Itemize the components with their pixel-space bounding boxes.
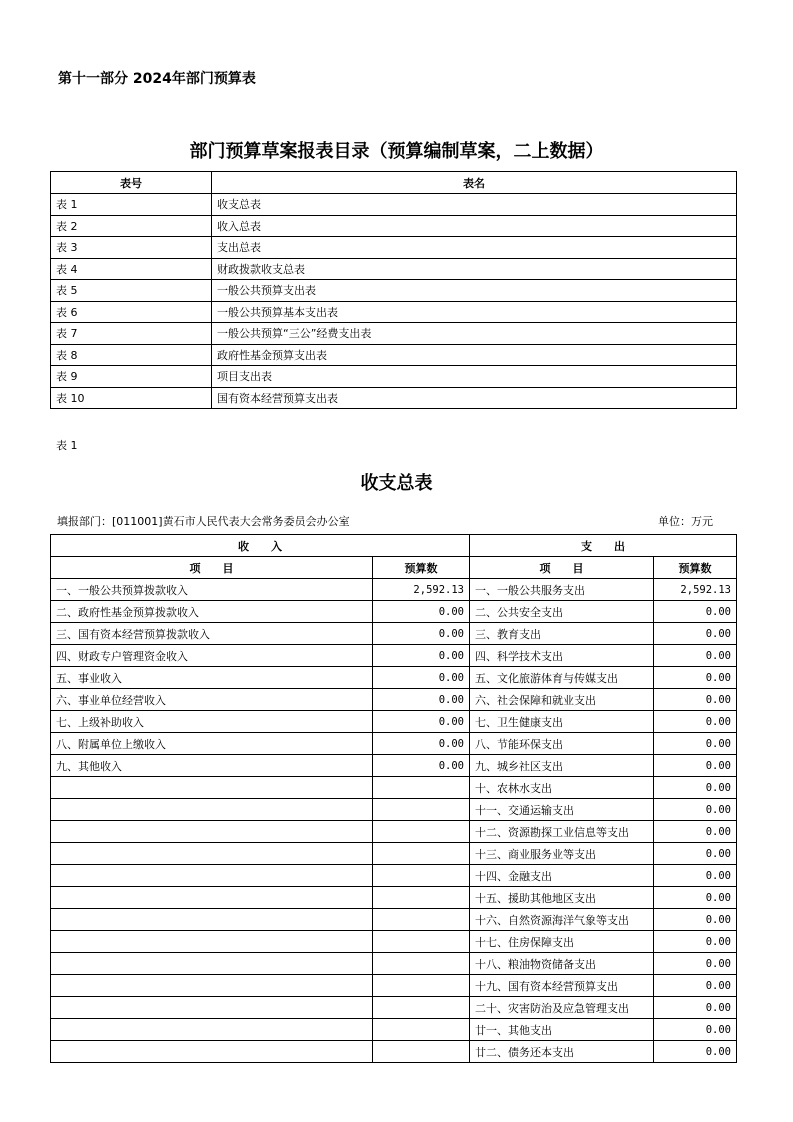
income-budget-cell — [373, 931, 470, 953]
expense-item-cell: 十五、援助其他地区支出 — [470, 887, 654, 909]
table-name-cell: 收支总表 — [212, 194, 737, 216]
income-item-cell: 八、附属单位上缴收入 — [51, 733, 373, 755]
income-item-cell: 七、上级补助收入 — [51, 711, 373, 733]
income-item-cell — [51, 799, 373, 821]
expense-budget-cell: 0.00 — [654, 975, 737, 997]
income-budget-cell — [373, 887, 470, 909]
expense-item-cell: 廿二、债务还本支出 — [470, 1041, 654, 1063]
expense-item-cell: 十四、金融支出 — [470, 865, 654, 887]
table-no-cell: 表 2 — [51, 215, 212, 237]
table-no-cell: 表 1 — [51, 194, 212, 216]
expense-budget-cell: 0.00 — [654, 909, 737, 931]
expense-budget-cell: 0.00 — [654, 799, 737, 821]
table-number: 表 1 — [56, 439, 78, 452]
expense-budget-cell: 0.00 — [654, 689, 737, 711]
table-row — [51, 645, 737, 667]
expense-item-cell: 九、城乡社区支出 — [470, 755, 654, 777]
table-row — [51, 931, 737, 953]
income-item-header: 项 目 — [51, 557, 373, 579]
income-budget-cell: 0.00 — [373, 623, 470, 645]
table-row — [51, 579, 737, 601]
income-budget-header: 预算数 — [373, 557, 470, 579]
table-row — [51, 755, 737, 777]
expense-item-cell: 十八、粮油物资储备支出 — [470, 953, 654, 975]
income-item-cell — [51, 865, 373, 887]
expense-budget-cell: 0.00 — [654, 755, 737, 777]
income-budget-cell — [373, 1041, 470, 1063]
directory-table — [50, 171, 737, 409]
table-row — [51, 194, 737, 216]
table-row — [51, 865, 737, 887]
expense-budget-cell: 0.00 — [654, 667, 737, 689]
table-row — [51, 344, 737, 366]
income-item-cell — [51, 821, 373, 843]
table-row — [51, 667, 737, 689]
table-row — [51, 623, 737, 645]
income-item-cell: 二、政府性基金预算拨款收入 — [51, 601, 373, 623]
income-budget-cell — [373, 865, 470, 887]
header-table-no: 表号 — [51, 172, 212, 194]
income-item-cell: 九、其他收入 — [51, 755, 373, 777]
table-row — [51, 953, 737, 975]
income-item-cell: 一、一般公共预算拨款收入 — [51, 579, 373, 601]
expense-header: 支 出 — [470, 535, 737, 557]
table-row — [51, 237, 737, 259]
income-budget-cell — [373, 953, 470, 975]
income-item-cell — [51, 909, 373, 931]
expense-budget-cell: 0.00 — [654, 711, 737, 733]
income-item-cell: 三、国有资本经营预算拨款收入 — [51, 623, 373, 645]
expense-item-cell: 五、文化旅游体育与传媒支出 — [470, 667, 654, 689]
income-item-cell: 六、事业单位经营收入 — [51, 689, 373, 711]
table-row — [51, 711, 737, 733]
income-budget-cell — [373, 997, 470, 1019]
table-no-cell: 表 7 — [51, 323, 212, 345]
income-header: 收 入 — [51, 535, 470, 557]
table-row — [51, 689, 737, 711]
expense-item-cell: 十九、国有资本经营预算支出 — [470, 975, 654, 997]
table-name-cell: 收入总表 — [212, 215, 737, 237]
income-item-cell — [51, 777, 373, 799]
income-item-cell — [51, 843, 373, 865]
expense-item-cell: 十六、自然资源海洋气象等支出 — [470, 909, 654, 931]
expense-item-cell: 廿一、其他支出 — [470, 1019, 654, 1041]
header-table-name: 表名 — [212, 172, 737, 194]
table-row — [51, 821, 737, 843]
expense-item-cell: 二十、灾害防治及应急管理支出 — [470, 997, 654, 1019]
table-row — [51, 301, 737, 323]
income-budget-cell: 0.00 — [373, 601, 470, 623]
income-budget-cell: 0.00 — [373, 689, 470, 711]
table-row — [51, 843, 737, 865]
income-item-cell: 五、事业收入 — [51, 667, 373, 689]
expense-item-cell: 十、农林水支出 — [470, 777, 654, 799]
income-budget-cell — [373, 777, 470, 799]
summary-group-header-row — [51, 535, 737, 557]
table-row — [51, 909, 737, 931]
expense-item-cell: 八、节能环保支出 — [470, 733, 654, 755]
expense-budget-cell: 0.00 — [654, 777, 737, 799]
income-budget-cell: 0.00 — [373, 755, 470, 777]
table-no-cell: 表 9 — [51, 366, 212, 388]
table-row — [51, 1019, 737, 1041]
income-budget-cell: 0.00 — [373, 733, 470, 755]
income-budget-cell — [373, 843, 470, 865]
expense-budget-cell: 0.00 — [654, 887, 737, 909]
expense-budget-cell: 0.00 — [654, 601, 737, 623]
income-budget-cell — [373, 821, 470, 843]
summary-title: 收支总表 — [360, 473, 433, 494]
income-budget-cell — [373, 975, 470, 997]
expense-item-cell: 十七、住房保障支出 — [470, 931, 654, 953]
part-title: 第十一部分 2024年部门预算表 — [58, 71, 256, 87]
income-budget-cell: 0.00 — [373, 711, 470, 733]
table-row — [51, 887, 737, 909]
directory-title: 部门预算草案报表目录（预算编制草案，二上数据） — [189, 141, 604, 162]
expense-item-cell: 二、公共安全支出 — [470, 601, 654, 623]
table-name-cell: 项目支出表 — [212, 366, 737, 388]
income-budget-cell — [373, 799, 470, 821]
expense-budget-cell: 0.00 — [654, 997, 737, 1019]
expense-item-header: 项 目 — [470, 557, 654, 579]
table-no-cell: 表 3 — [51, 237, 212, 259]
table-row — [51, 387, 737, 409]
income-item-cell — [51, 1041, 373, 1063]
expense-budget-cell: 0.00 — [654, 953, 737, 975]
table-row — [51, 733, 737, 755]
table-name-cell: 一般公共预算基本支出表 — [212, 301, 737, 323]
expense-budget-cell: 0.00 — [654, 1019, 737, 1041]
income-item-cell — [51, 1019, 373, 1041]
expense-budget-cell: 2,592.13 — [654, 579, 737, 601]
expense-item-cell: 十二、资源勘探工业信息等支出 — [470, 821, 654, 843]
table-no-cell: 表 8 — [51, 344, 212, 366]
income-item-cell — [51, 887, 373, 909]
table-row — [51, 1041, 737, 1063]
expense-item-cell: 六、社会保障和就业支出 — [470, 689, 654, 711]
table-row — [51, 280, 737, 302]
income-item-cell — [51, 931, 373, 953]
table-name-cell: 财政拨款收支总表 — [212, 258, 737, 280]
table-row — [51, 258, 737, 280]
table-row — [51, 799, 737, 821]
expense-budget-cell: 0.00 — [654, 733, 737, 755]
expense-budget-cell: 0.00 — [654, 931, 737, 953]
directory-header-row — [51, 172, 737, 194]
table-no-cell: 表 5 — [51, 280, 212, 302]
table-no-cell: 表 6 — [51, 301, 212, 323]
table-no-cell: 表 4 — [51, 258, 212, 280]
expense-item-cell: 一、一般公共服务支出 — [470, 579, 654, 601]
table-row — [51, 975, 737, 997]
table-name-cell: 支出总表 — [212, 237, 737, 259]
expense-budget-cell: 0.00 — [654, 623, 737, 645]
expense-budget-cell: 0.00 — [654, 1041, 737, 1063]
table-name-cell: 一般公共预算支出表 — [212, 280, 737, 302]
income-item-cell — [51, 953, 373, 975]
table-name-cell: 一般公共预算“三公”经费支出表 — [212, 323, 737, 345]
filling-department: 填报部门：[011001]黄石市人民代表大会常务委员会办公室 — [57, 515, 350, 528]
unit-label: 单位：万元 — [658, 515, 713, 528]
income-item-cell — [51, 997, 373, 1019]
income-budget-cell: 0.00 — [373, 667, 470, 689]
expense-budget-header: 预算数 — [654, 557, 737, 579]
expense-budget-cell: 0.00 — [654, 865, 737, 887]
expense-item-cell: 十一、交通运输支出 — [470, 799, 654, 821]
income-budget-cell: 0.00 — [373, 645, 470, 667]
income-budget-cell — [373, 1019, 470, 1041]
expense-item-cell: 四、科学技术支出 — [470, 645, 654, 667]
summary-table — [50, 534, 737, 1063]
expense-budget-cell: 0.00 — [654, 843, 737, 865]
table-row — [51, 601, 737, 623]
table-row — [51, 323, 737, 345]
income-item-cell: 四、财政专户管理资金收入 — [51, 645, 373, 667]
expense-item-cell: 七、卫生健康支出 — [470, 711, 654, 733]
table-no-cell: 表 10 — [51, 387, 212, 409]
income-budget-cell: 2,592.13 — [373, 579, 470, 601]
expense-budget-cell: 0.00 — [654, 821, 737, 843]
table-row — [51, 215, 737, 237]
expense-item-cell: 三、教育支出 — [470, 623, 654, 645]
table-row — [51, 777, 737, 799]
expense-item-cell: 十三、商业服务业等支出 — [470, 843, 654, 865]
expense-budget-cell: 0.00 — [654, 645, 737, 667]
table-name-cell: 国有资本经营预算支出表 — [212, 387, 737, 409]
table-name-cell: 政府性基金预算支出表 — [212, 344, 737, 366]
table-row — [51, 997, 737, 1019]
table-row — [51, 366, 737, 388]
income-budget-cell — [373, 909, 470, 931]
income-item-cell — [51, 975, 373, 997]
summary-column-header-row — [51, 557, 737, 579]
